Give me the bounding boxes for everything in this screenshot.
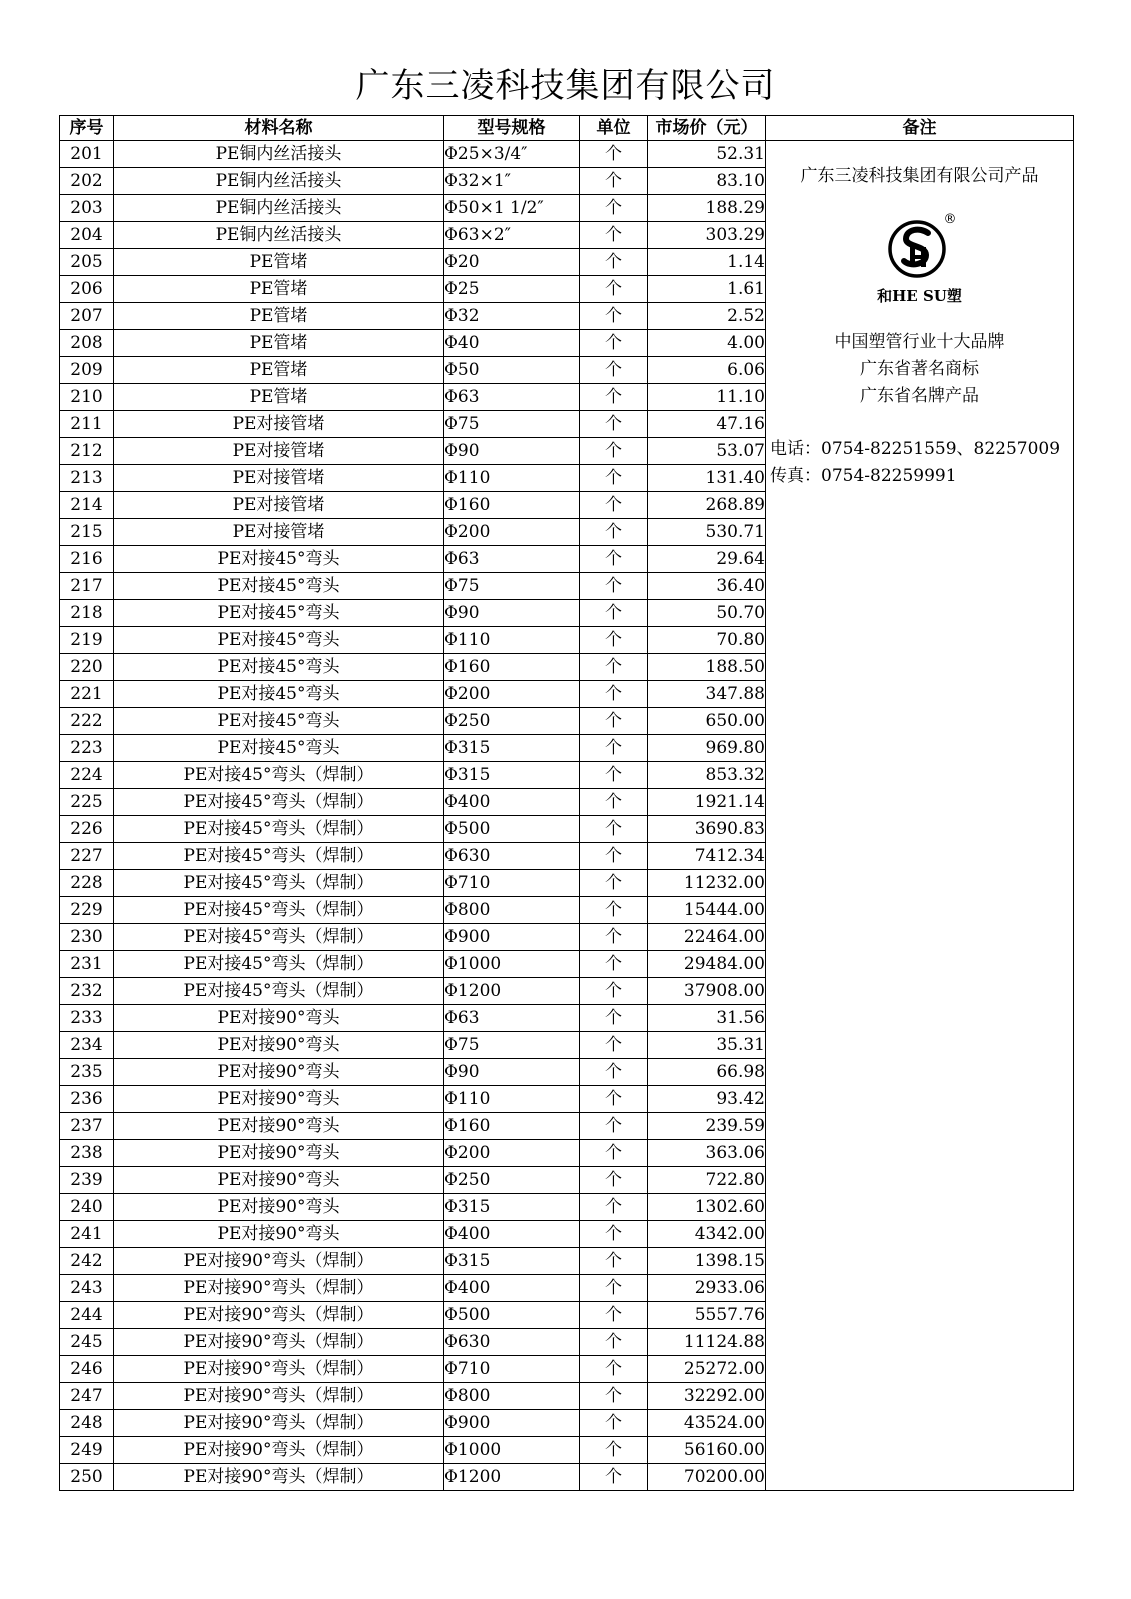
cell-price: 2933.06 (648, 1275, 766, 1302)
cell-price: 93.42 (648, 1086, 766, 1113)
notes-honor-3: 广东省名牌产品 (860, 386, 979, 406)
cell-no: 212 (60, 438, 114, 465)
cell-unit: 个 (580, 897, 648, 924)
cell-name: PE对接管堵 (114, 465, 444, 492)
cell-price: 188.50 (648, 654, 766, 681)
cell-spec: Φ200 (444, 681, 580, 708)
cell-unit: 个 (580, 843, 648, 870)
cell-name: PE对接90°弯头（焊制） (114, 1464, 444, 1491)
cell-price: 11124.88 (648, 1329, 766, 1356)
cell-spec: Φ200 (444, 1140, 580, 1167)
cell-price: 43524.00 (648, 1410, 766, 1437)
cell-price: 70200.00 (648, 1464, 766, 1491)
notes-cell (766, 141, 1074, 1491)
cell-unit: 个 (580, 357, 648, 384)
cell-price: 4342.00 (648, 1221, 766, 1248)
cell-unit: 个 (580, 1086, 648, 1113)
cell-price: 11232.00 (648, 870, 766, 897)
cell-price: 650.00 (648, 708, 766, 735)
cell-price: 1.14 (648, 249, 766, 276)
cell-no: 226 (60, 816, 114, 843)
notes-phone: 电话：0754-82251559、82257009 (770, 439, 1061, 459)
cell-unit: 个 (580, 438, 648, 465)
cell-price: 31.56 (648, 1005, 766, 1032)
cell-no: 205 (60, 249, 114, 276)
cell-name: PE对接45°弯头 (114, 708, 444, 735)
cell-no: 210 (60, 384, 114, 411)
cell-spec: Φ25 (444, 276, 580, 303)
cell-name: PE对接90°弯头（焊制） (114, 1329, 444, 1356)
header-unit: 单位 (580, 116, 648, 141)
cell-spec: Φ63 (444, 1005, 580, 1032)
cell-unit: 个 (580, 816, 648, 843)
cell-name: PE对接90°弯头（焊制） (114, 1437, 444, 1464)
cell-spec: Φ32×1″ (444, 168, 580, 195)
cell-price: 35.31 (648, 1032, 766, 1059)
cell-price: 239.59 (648, 1113, 766, 1140)
cell-no: 218 (60, 600, 114, 627)
cell-price: 1302.60 (648, 1194, 766, 1221)
cell-no: 246 (60, 1356, 114, 1383)
cell-price: 29.64 (648, 546, 766, 573)
cell-price: 22464.00 (648, 924, 766, 951)
cell-spec: Φ400 (444, 1221, 580, 1248)
cell-price: 722.80 (648, 1167, 766, 1194)
cell-name: PE对接90°弯头 (114, 1167, 444, 1194)
cell-unit: 个 (580, 1248, 648, 1275)
cell-price: 7412.34 (648, 843, 766, 870)
cell-name: PE对接90°弯头（焊制） (114, 1410, 444, 1437)
cell-unit: 个 (580, 870, 648, 897)
cell-unit: 个 (580, 492, 648, 519)
cell-name: PE对接管堵 (114, 492, 444, 519)
cell-spec: Φ63 (444, 546, 580, 573)
cell-no: 239 (60, 1167, 114, 1194)
cell-name: PE对接45°弯头（焊制） (114, 816, 444, 843)
cell-price: 131.40 (648, 465, 766, 492)
cell-no: 207 (60, 303, 114, 330)
cell-spec: Φ400 (444, 1275, 580, 1302)
cell-name: PE铜内丝活接头 (114, 222, 444, 249)
cell-name: PE对接45°弯头（焊制） (114, 762, 444, 789)
cell-price: 37908.00 (648, 978, 766, 1005)
cell-price: 5557.76 (648, 1302, 766, 1329)
header-price: 市场价（元） (648, 116, 766, 141)
cell-no: 232 (60, 978, 114, 1005)
cell-price: 52.31 (648, 141, 766, 168)
cell-price: 50.70 (648, 600, 766, 627)
cell-name: PE对接90°弯头（焊制） (114, 1275, 444, 1302)
cell-no: 213 (60, 465, 114, 492)
cell-spec: Φ75 (444, 573, 580, 600)
cell-name: PE对接90°弯头（焊制） (114, 1302, 444, 1329)
cell-no: 243 (60, 1275, 114, 1302)
header-name: 材料名称 (114, 116, 444, 141)
notes-panel (766, 141, 1073, 1490)
cell-name: PE管堵 (114, 330, 444, 357)
cell-unit: 个 (580, 1221, 648, 1248)
cell-price: 1398.15 (648, 1248, 766, 1275)
cell-price: 188.29 (648, 195, 766, 222)
cell-unit: 个 (580, 1302, 648, 1329)
cell-no: 240 (60, 1194, 114, 1221)
cell-spec: Φ90 (444, 1059, 580, 1086)
cell-no: 203 (60, 195, 114, 222)
cell-price: 15444.00 (648, 897, 766, 924)
cell-unit: 个 (580, 384, 648, 411)
cell-name: PE管堵 (114, 249, 444, 276)
cell-spec: Φ800 (444, 1383, 580, 1410)
cell-price: 11.10 (648, 384, 766, 411)
cell-price: 32292.00 (648, 1383, 766, 1410)
cell-spec: Φ63×2″ (444, 222, 580, 249)
cell-no: 237 (60, 1113, 114, 1140)
cell-price: 303.29 (648, 222, 766, 249)
cell-name: PE对接90°弯头 (114, 1005, 444, 1032)
cell-name: PE对接90°弯头 (114, 1113, 444, 1140)
cell-price: 83.10 (648, 168, 766, 195)
cell-no: 250 (60, 1464, 114, 1491)
cell-spec: Φ160 (444, 654, 580, 681)
cell-spec: Φ710 (444, 870, 580, 897)
cell-unit: 个 (580, 924, 648, 951)
cell-unit: 个 (580, 222, 648, 249)
cell-unit: 个 (580, 141, 648, 168)
price-table (59, 115, 1074, 1491)
cell-price: 29484.00 (648, 951, 766, 978)
cell-unit: 个 (580, 1356, 648, 1383)
cell-unit: 个 (580, 1194, 648, 1221)
cell-unit: 个 (580, 627, 648, 654)
cell-no: 247 (60, 1383, 114, 1410)
cell-unit: 个 (580, 1005, 648, 1032)
cell-name: PE铜内丝活接头 (114, 168, 444, 195)
cell-name: PE对接45°弯头（焊制） (114, 843, 444, 870)
cell-name: PE管堵 (114, 357, 444, 384)
cell-name: PE管堵 (114, 384, 444, 411)
cell-spec: Φ250 (444, 708, 580, 735)
notes-honor-2: 广东省著名商标 (860, 359, 979, 379)
cell-spec: Φ160 (444, 492, 580, 519)
cell-unit: 个 (580, 519, 648, 546)
cell-price: 47.16 (648, 411, 766, 438)
cell-spec: Φ75 (444, 411, 580, 438)
cell-price: 25272.00 (648, 1356, 766, 1383)
cell-no: 220 (60, 654, 114, 681)
notes-honor-1: 中国塑管行业十大品牌 (834, 332, 1005, 352)
cell-spec: Φ1000 (444, 1437, 580, 1464)
cell-spec: Φ1200 (444, 978, 580, 1005)
cell-name: PE管堵 (114, 276, 444, 303)
cell-spec: Φ90 (444, 600, 580, 627)
cell-name: PE对接45°弯头 (114, 654, 444, 681)
cell-name: PE对接管堵 (114, 438, 444, 465)
cell-spec: Φ90 (444, 438, 580, 465)
cell-no: 231 (60, 951, 114, 978)
cell-name: PE对接90°弯头 (114, 1221, 444, 1248)
cell-name: PE对接45°弯头（焊制） (114, 951, 444, 978)
header-no: 序号 (60, 116, 114, 141)
cell-spec: Φ630 (444, 1329, 580, 1356)
cell-unit: 个 (580, 1383, 648, 1410)
cell-spec: Φ110 (444, 465, 580, 492)
cell-unit: 个 (580, 1167, 648, 1194)
cell-unit: 个 (580, 681, 648, 708)
cell-spec: Φ315 (444, 1248, 580, 1275)
cell-no: 211 (60, 411, 114, 438)
cell-unit: 个 (580, 276, 648, 303)
cell-name: PE对接90°弯头 (114, 1059, 444, 1086)
cell-name: PE对接90°弯头 (114, 1194, 444, 1221)
cell-unit: 个 (580, 330, 648, 357)
cell-price: 70.80 (648, 627, 766, 654)
cell-price: 53.07 (648, 438, 766, 465)
cell-unit: 个 (580, 546, 648, 573)
cell-no: 236 (60, 1086, 114, 1113)
cell-name: PE对接管堵 (114, 411, 444, 438)
cell-name: PE对接45°弯头 (114, 735, 444, 762)
cell-name: PE对接管堵 (114, 519, 444, 546)
cell-price: 969.80 (648, 735, 766, 762)
cell-no: 233 (60, 1005, 114, 1032)
cell-spec: Φ40 (444, 330, 580, 357)
cell-name: PE对接45°弯头 (114, 600, 444, 627)
cell-unit: 个 (580, 1059, 648, 1086)
cell-spec: Φ800 (444, 897, 580, 924)
cell-name: PE对接90°弯头（焊制） (114, 1383, 444, 1410)
cell-no: 216 (60, 546, 114, 573)
cell-name: PE对接45°弯头 (114, 573, 444, 600)
cell-name: PE对接45°弯头 (114, 546, 444, 573)
cell-price: 853.32 (648, 762, 766, 789)
cell-spec: Φ20 (444, 249, 580, 276)
cell-price: 4.00 (648, 330, 766, 357)
cell-no: 248 (60, 1410, 114, 1437)
cell-unit: 个 (580, 789, 648, 816)
cell-name: PE对接90°弯头（焊制） (114, 1356, 444, 1383)
cell-spec: Φ32 (444, 303, 580, 330)
cell-no: 235 (60, 1059, 114, 1086)
cell-unit: 个 (580, 303, 648, 330)
cell-spec: Φ1200 (444, 1464, 580, 1491)
cell-spec: Φ500 (444, 816, 580, 843)
cell-unit: 个 (580, 951, 648, 978)
header-spec: 型号规格 (444, 116, 580, 141)
cell-no: 244 (60, 1302, 114, 1329)
cell-spec: Φ710 (444, 1356, 580, 1383)
cell-name: PE对接45°弯头（焊制） (114, 978, 444, 1005)
cell-no: 230 (60, 924, 114, 951)
cell-no: 202 (60, 168, 114, 195)
notes-company: 广东三凌科技集团有限公司产品 (800, 166, 1039, 186)
cell-unit: 个 (580, 654, 648, 681)
cell-price: 268.89 (648, 492, 766, 519)
cell-price: 347.88 (648, 681, 766, 708)
cell-spec: Φ1000 (444, 951, 580, 978)
cell-unit: 个 (580, 708, 648, 735)
cell-spec: Φ160 (444, 1113, 580, 1140)
cell-unit: 个 (580, 1032, 648, 1059)
cell-no: 209 (60, 357, 114, 384)
cell-spec: Φ200 (444, 519, 580, 546)
notes-fax: 传真：0754-82259991 (770, 466, 957, 486)
cell-name: PE对接45°弯头（焊制） (114, 897, 444, 924)
page-title: 广东三凌科技集团有限公司 (355, 66, 776, 106)
cell-spec: Φ25×3/4″ (444, 141, 580, 168)
cell-spec: Φ250 (444, 1167, 580, 1194)
cell-no: 225 (60, 789, 114, 816)
cell-spec: Φ110 (444, 627, 580, 654)
cell-no: 224 (60, 762, 114, 789)
cell-spec: Φ315 (444, 1194, 580, 1221)
cell-unit: 个 (580, 1140, 648, 1167)
cell-spec: Φ110 (444, 1086, 580, 1113)
registered-mark: ® (943, 212, 956, 227)
cell-spec: Φ75 (444, 1032, 580, 1059)
cell-unit: 个 (580, 465, 648, 492)
cell-price: 1.61 (648, 276, 766, 303)
cell-name: PE对接90°弯头 (114, 1086, 444, 1113)
cell-price: 6.06 (648, 357, 766, 384)
cell-no: 206 (60, 276, 114, 303)
cell-unit: 个 (580, 573, 648, 600)
cell-name: PE对接45°弯头（焊制） (114, 789, 444, 816)
cell-unit: 个 (580, 195, 648, 222)
cell-no: 227 (60, 843, 114, 870)
cell-name: PE铜内丝活接头 (114, 141, 444, 168)
cell-unit: 个 (580, 1329, 648, 1356)
cell-price: 36.40 (648, 573, 766, 600)
cell-unit: 个 (580, 168, 648, 195)
cell-spec: Φ500 (444, 1302, 580, 1329)
notes-brand: 和HE SU塑 (877, 287, 962, 305)
cell-name: PE对接45°弯头 (114, 681, 444, 708)
cell-unit: 个 (580, 1410, 648, 1437)
cell-spec: Φ63 (444, 384, 580, 411)
cell-no: 215 (60, 519, 114, 546)
cell-no: 201 (60, 141, 114, 168)
cell-spec: Φ315 (444, 735, 580, 762)
table-header-row (60, 116, 1074, 141)
cell-no: 241 (60, 1221, 114, 1248)
cell-price: 66.98 (648, 1059, 766, 1086)
cell-no: 245 (60, 1329, 114, 1356)
cell-name: PE对接90°弯头（焊制） (114, 1248, 444, 1275)
cell-unit: 个 (580, 735, 648, 762)
cell-name: PE对接45°弯头 (114, 627, 444, 654)
cell-unit: 个 (580, 762, 648, 789)
cell-unit: 个 (580, 1437, 648, 1464)
cell-price: 1921.14 (648, 789, 766, 816)
cell-price: 530.71 (648, 519, 766, 546)
cell-unit: 个 (580, 411, 648, 438)
cell-unit: 个 (580, 1464, 648, 1491)
cell-spec: Φ50 (444, 357, 580, 384)
cell-no: 204 (60, 222, 114, 249)
cell-unit: 个 (580, 600, 648, 627)
cell-name: PE铜内丝活接头 (114, 195, 444, 222)
cell-no: 221 (60, 681, 114, 708)
cell-name: PE管堵 (114, 303, 444, 330)
table-row (60, 141, 1074, 168)
cell-no: 234 (60, 1032, 114, 1059)
cell-unit: 个 (580, 978, 648, 1005)
cell-name: PE对接90°弯头 (114, 1032, 444, 1059)
cell-spec: Φ630 (444, 843, 580, 870)
header-notes: 备注 (766, 116, 1074, 141)
cell-no: 222 (60, 708, 114, 735)
cell-price: 2.52 (648, 303, 766, 330)
cell-no: 249 (60, 1437, 114, 1464)
cell-no: 238 (60, 1140, 114, 1167)
cell-spec: Φ315 (444, 762, 580, 789)
cell-no: 223 (60, 735, 114, 762)
cell-spec: Φ900 (444, 924, 580, 951)
cell-unit: 个 (580, 1275, 648, 1302)
cell-no: 228 (60, 870, 114, 897)
cell-price: 363.06 (648, 1140, 766, 1167)
cell-spec: Φ900 (444, 1410, 580, 1437)
cell-no: 217 (60, 573, 114, 600)
cell-unit: 个 (580, 1113, 648, 1140)
cell-no: 208 (60, 330, 114, 357)
cell-name: PE对接45°弯头（焊制） (114, 870, 444, 897)
cell-spec: Φ50×1 1/2″ (444, 195, 580, 222)
cell-no: 214 (60, 492, 114, 519)
cell-no: 219 (60, 627, 114, 654)
cell-price: 3690.83 (648, 816, 766, 843)
cell-name: PE对接90°弯头 (114, 1140, 444, 1167)
cell-name: PE对接45°弯头（焊制） (114, 924, 444, 951)
cell-spec: Φ400 (444, 789, 580, 816)
cell-unit: 个 (580, 249, 648, 276)
cell-price: 56160.00 (648, 1437, 766, 1464)
cell-no: 229 (60, 897, 114, 924)
cell-no: 242 (60, 1248, 114, 1275)
